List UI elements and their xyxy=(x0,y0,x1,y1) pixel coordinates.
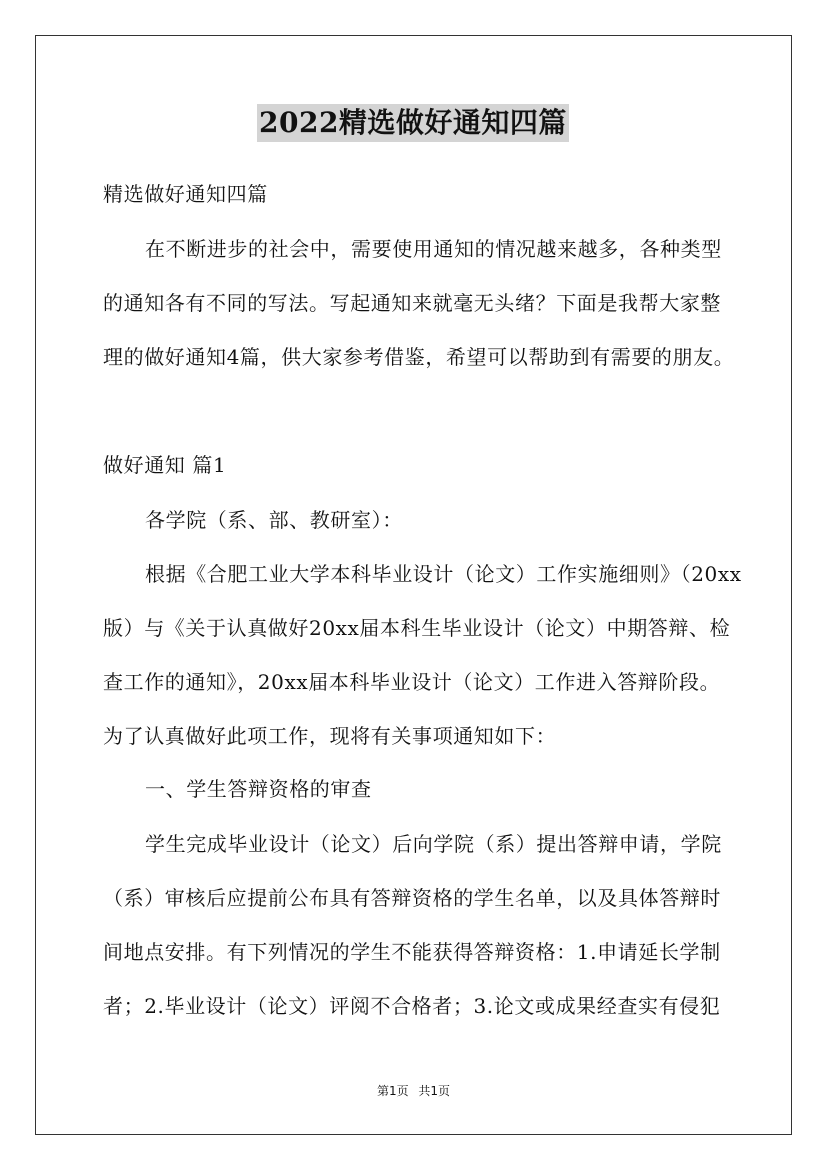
document-title: 2022精选做好通知四篇 xyxy=(257,104,569,142)
paragraph2-line-3: 间地点安排。有下列情况的学生不能获得答辩资格：1.申请延长学制 xyxy=(103,940,721,964)
paragraph1-line-2: 版）与《关于认真做好20xx届本科生毕业设计（论文）中期答辩、检 xyxy=(103,616,731,640)
intro-line-1: 在不断进步的社会中，需要使用通知的情况越来越多，各种类型 xyxy=(145,237,722,261)
salutation: 各学院（系、部、教研室）： xyxy=(145,508,403,532)
paragraph1-line-3: 查工作的通知》，20xx届本科毕业设计（论文）工作进入答辩阶段。 xyxy=(103,670,721,694)
intro-line-3: 理的做好通知4篇，供大家参考借鉴，希望可以帮助到有需要的朋友。 xyxy=(103,345,735,369)
paragraph1-line-4: 为了认真做好此项工作，现将有关事项通知如下： xyxy=(103,724,557,748)
page-footer xyxy=(0,1083,827,1099)
paragraph1-line-1: 根据《合肥工业大学本科毕业设计（论文）工作实施细则》（20xx xyxy=(145,562,742,586)
page-total: 共1页 xyxy=(418,1084,451,1098)
intro-line-2: 的通知各有不同的写法。写起通知来就毫无头绪？下面是我帮大家整 xyxy=(103,291,721,315)
section-heading: 做好通知 篇1 xyxy=(103,453,227,477)
paragraph2-line-1: 学生完成毕业设计（论文）后向学院（系）提出答辩申请，学院 xyxy=(145,832,722,856)
paragraph2-line-2: （系）审核后应提前公布具有答辩资格的学生名单，以及具体答辩时 xyxy=(103,886,721,910)
page-number: 第1页 xyxy=(376,1084,409,1098)
paragraph2-line-4: 者；2.毕业设计（论文）评阅不合格者；3.论文或成果经查实有侵犯 xyxy=(103,994,721,1018)
document-subtitle: 精选做好通知四篇 xyxy=(103,182,268,206)
item-heading: 一、学生答辩资格的审查 xyxy=(145,777,372,801)
